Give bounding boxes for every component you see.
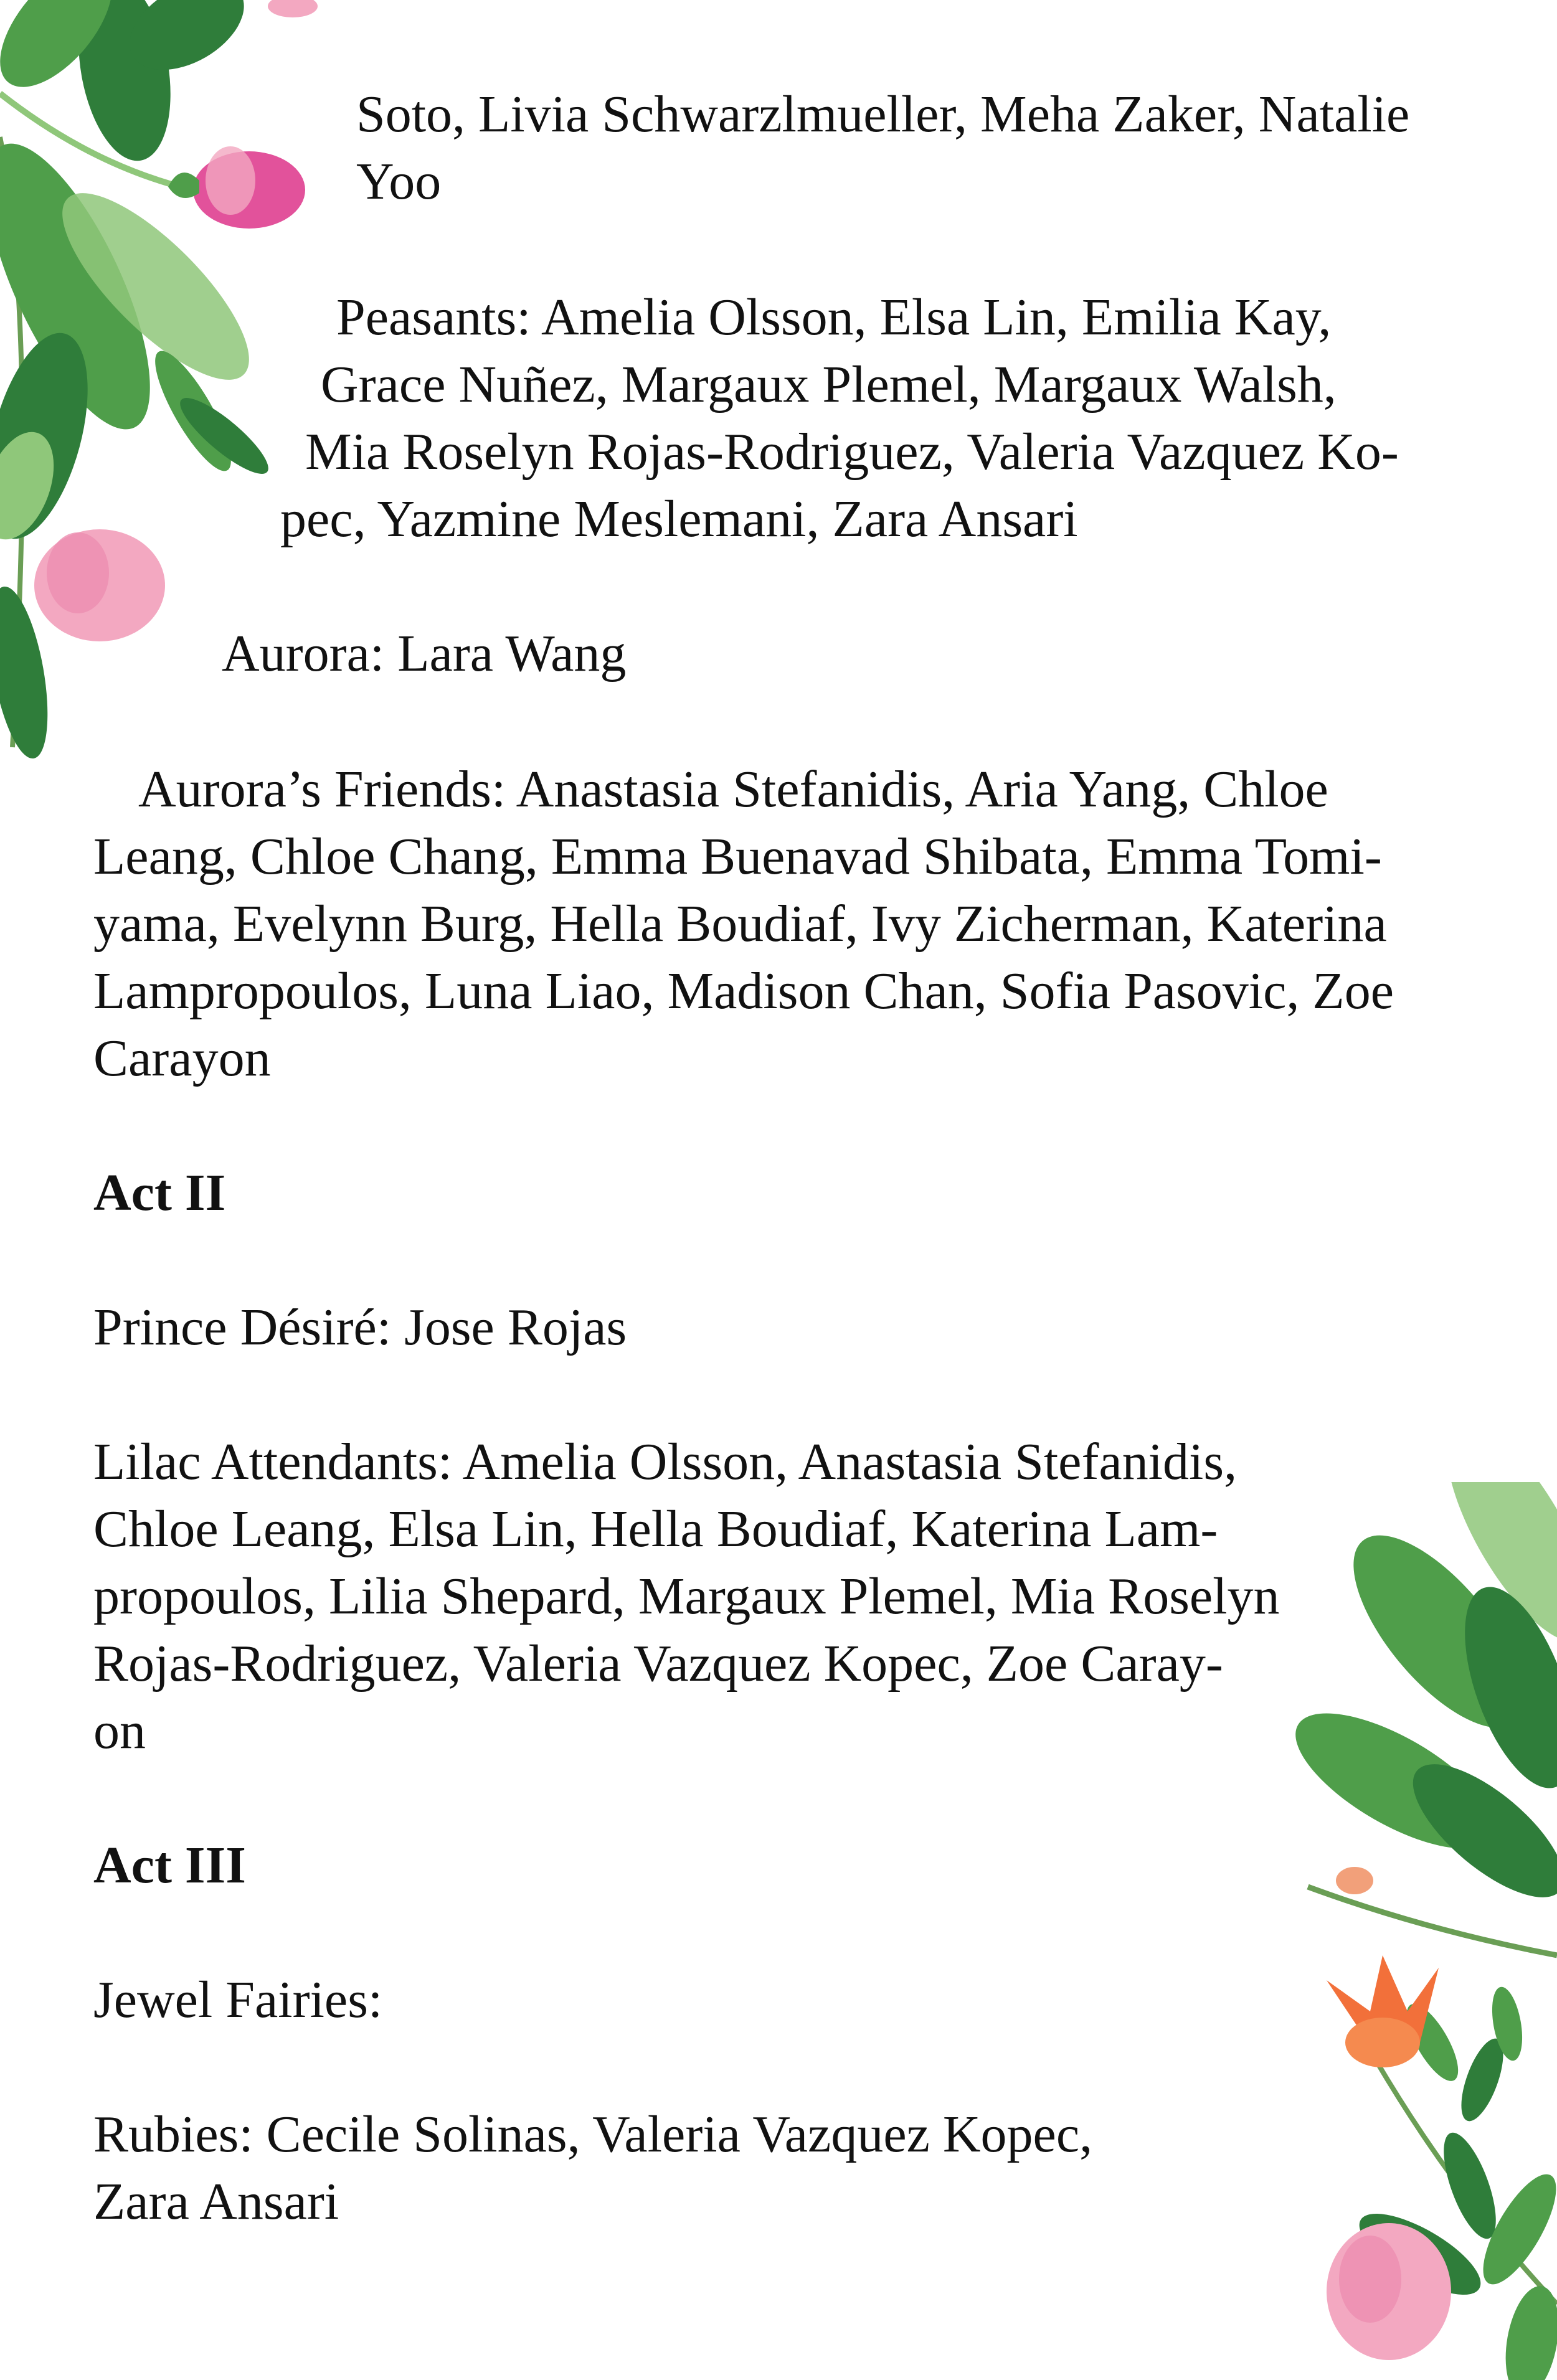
- aurora-friends-line: Aurora’s Friends: Anastasia Stefanidis, Aria Yang, Chloe: [138, 760, 1328, 818]
- peasants-line: pec, Yazmine Meslemani, Zara Ansari: [280, 490, 1078, 548]
- aurora-friends-line: Carayon: [93, 1029, 271, 1087]
- aurora-friends-line: Lampropoulos, Luna Liao, Madison Chan, Sofia Pasovic, Zoe: [93, 962, 1394, 1020]
- aurora-friends-line: Leang, Chloe Chang, Emma Buenavad Shibata, Emma Tomi-: [93, 828, 1382, 885]
- lilac-attendants-line: propoulos, Lilia Shepard, Margaux Plemel, Mia Roselyn: [93, 1567, 1280, 1625]
- peasants-line: Peasants: Amelia Olsson, Elsa Lin, Emilia Kay,: [336, 288, 1332, 346]
- act-two-heading: Act II: [93, 1164, 226, 1222]
- rubies-line: Zara Ansari: [93, 2173, 339, 2231]
- act-three-heading: Act III: [93, 1836, 246, 1894]
- jewel-fairies-line: Jewel Fairies:: [93, 1971, 383, 2029]
- lilac-attendants-line: Chloe Leang, Elsa Lin, Hella Boudiaf, Katerina Lam-: [93, 1500, 1218, 1558]
- floral-decoration-bottom-right: [1271, 1482, 1557, 2380]
- peasants-line: Mia Roselyn Rojas-Rodriguez, Valeria Vazquez Ko-: [305, 423, 1399, 481]
- aurora-friends-line: yama, Evelynn Burg, Hella Boudiaf, Ivy Zicherman, Katerina: [93, 895, 1387, 953]
- lilac-attendants-line: on: [93, 1702, 146, 1760]
- prince-line: Prince Désiré: Jose Rojas: [93, 1298, 627, 1356]
- cast-line: Soto, Livia Schwarzlmueller, Meha Zaker, Natalie: [356, 85, 1410, 143]
- rubies-line: Rubies: Cecile Solinas, Valeria Vazquez Kopec,: [93, 2105, 1093, 2163]
- lilac-attendants-line: Lilac Attendants: Amelia Olsson, Anastasia Stefanidis,: [93, 1433, 1238, 1491]
- aurora-line: Aurora: Lara Wang: [222, 625, 627, 682]
- peasants-line: Grace Nuñez, Margaux Plemel, Margaux Walsh,: [321, 356, 1337, 413]
- lilac-attendants-line: Rojas-Rodriguez, Valeria Vazquez Kopec, Zoe Caray-: [93, 1635, 1223, 1693]
- cast-line: Yoo: [356, 153, 442, 210]
